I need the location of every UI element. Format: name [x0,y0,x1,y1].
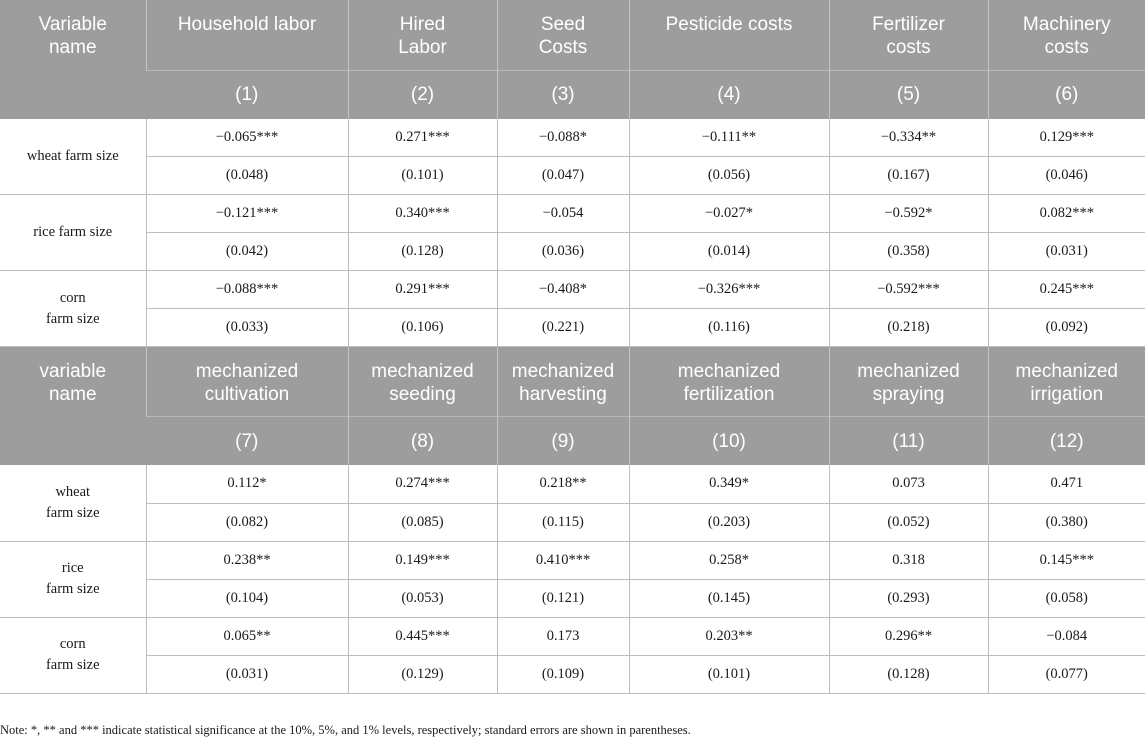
coefficient-cell: 0.073 [829,465,988,503]
standard-error-cell: (0.129) [348,655,497,693]
standard-error-cell: (0.031) [988,233,1145,271]
panel1-column-number: (1) [146,70,348,119]
panel2-column-number: (11) [829,417,988,466]
standard-error-cell: (0.218) [829,309,988,347]
standard-error-cell: (0.128) [348,233,497,271]
panel1-header-row [0,0,1145,70]
row-label: rice farm size [0,541,146,617]
standard-error-row [0,503,1145,541]
panel1-column-number: (3) [497,70,629,119]
panel2-column-header: mechanized spraying [829,347,988,417]
coefficient-cell: 0.218** [497,465,629,503]
standard-error-cell: (0.221) [497,309,629,347]
coefficient-cell: 0.173 [497,617,629,655]
standard-error-cell: (0.106) [348,309,497,347]
panel2-column-header: mechanized fertilization [629,347,829,417]
table-note: Note: *, ** and *** indicate statistical significance at the 10%, 5%, and 1% levels, respectively; standard errors are shown in parentheses. [0,723,691,737]
coefficient-cell: −0.592* [829,195,988,233]
coefficient-cell: −0.334** [829,119,988,157]
panel2-column-number: (8) [348,417,497,466]
standard-error-cell: (0.116) [629,309,829,347]
standard-error-cell: (0.203) [629,503,829,541]
panel2-column-number: (12) [988,417,1145,466]
row-label: corn farm size [0,617,146,693]
coefficient-cell: 0.258* [629,541,829,579]
panel1-variable-name-header: Variable name [0,0,146,119]
coefficient-cell: −0.088* [497,119,629,157]
panel2-column-header: mechanized irrigation [988,347,1145,417]
standard-error-row [0,579,1145,617]
standard-error-row [0,655,1145,693]
panel1-column-header: Machinery costs [988,0,1145,70]
coefficient-cell: −0.054 [497,195,629,233]
coefficient-cell: 0.471 [988,465,1145,503]
standard-error-cell: (0.092) [988,309,1145,347]
standard-error-cell: (0.115) [497,503,629,541]
standard-error-cell: (0.033) [146,309,348,347]
panel1-column-number: (2) [348,70,497,119]
standard-error-cell: (0.085) [348,503,497,541]
coefficient-cell: 0.065** [146,617,348,655]
coefficient-cell: −0.027* [629,195,829,233]
standard-error-row [0,309,1145,347]
standard-error-cell: (0.358) [829,233,988,271]
panel2-column-number-row [0,417,1145,466]
standard-error-cell: (0.056) [629,157,829,195]
standard-error-cell: (0.053) [348,579,497,617]
coefficient-cell: 0.349* [629,465,829,503]
coefficient-cell: 0.274*** [348,465,497,503]
standard-error-row [0,233,1145,271]
row-label: rice farm size [0,195,146,271]
coefficient-cell: 0.271*** [348,119,497,157]
standard-error-cell: (0.046) [988,157,1145,195]
panel1-column-number: (6) [988,70,1145,119]
coefficient-cell: 0.318 [829,541,988,579]
standard-error-row [0,157,1145,195]
panel2-column-number: (9) [497,417,629,466]
panel2-column-header: mechanized cultivation [146,347,348,417]
standard-error-cell: (0.101) [629,655,829,693]
panel1-column-number: (4) [629,70,829,119]
standard-error-cell: (0.031) [146,655,348,693]
coefficient-cell: −0.121*** [146,195,348,233]
row-label: corn farm size [0,271,146,347]
coefficient-cell: −0.065*** [146,119,348,157]
coefficient-cell: 0.203** [629,617,829,655]
panel1-column-header: Pesticide costs [629,0,829,70]
standard-error-cell: (0.042) [146,233,348,271]
standard-error-cell: (0.109) [497,655,629,693]
panel2-variable-name-header: variable name [0,347,146,466]
coefficient-row [0,195,1145,233]
panel2-column-number: (7) [146,417,348,466]
coefficient-cell: 0.340*** [348,195,497,233]
coefficient-cell: 0.296** [829,617,988,655]
panel2-column-number: (10) [629,417,829,466]
standard-error-cell: (0.121) [497,579,629,617]
standard-error-cell: (0.014) [629,233,829,271]
coefficient-cell: −0.088*** [146,271,348,309]
coefficient-row [0,119,1145,157]
panel2-header-row [0,347,1145,417]
standard-error-cell: (0.101) [348,157,497,195]
coefficient-cell: 0.410*** [497,541,629,579]
coefficient-cell: −0.111** [629,119,829,157]
standard-error-cell: (0.036) [497,233,629,271]
standard-error-cell: (0.293) [829,579,988,617]
coefficient-cell: −0.326*** [629,271,829,309]
coefficient-row [0,617,1145,655]
coefficient-cell: −0.592*** [829,271,988,309]
coefficient-cell: 0.291*** [348,271,497,309]
coefficient-cell: 0.245*** [988,271,1145,309]
standard-error-cell: (0.048) [146,157,348,195]
standard-error-cell: (0.167) [829,157,988,195]
coefficient-cell: −0.408* [497,271,629,309]
coefficient-cell: 0.112* [146,465,348,503]
coefficient-cell: 0.238** [146,541,348,579]
coefficient-cell: 0.129*** [988,119,1145,157]
panel1-column-number: (5) [829,70,988,119]
coefficient-cell: 0.445*** [348,617,497,655]
coefficient-cell: −0.084 [988,617,1145,655]
coefficient-row [0,541,1145,579]
standard-error-cell: (0.052) [829,503,988,541]
panel1-column-header: Hired Labor [348,0,497,70]
panel2-column-header: mechanized harvesting [497,347,629,417]
standard-error-cell: (0.380) [988,503,1145,541]
panel1-column-header: Household labor [146,0,348,70]
coefficient-cell: 0.145*** [988,541,1145,579]
row-label: wheat farm size [0,465,146,541]
standard-error-cell: (0.082) [146,503,348,541]
standard-error-cell: (0.145) [629,579,829,617]
panel1-column-number-row [0,70,1145,119]
panel1-column-header: Fertilizer costs [829,0,988,70]
standard-error-cell: (0.047) [497,157,629,195]
panel1-column-header: Seed Costs [497,0,629,70]
coefficient-cell: 0.082*** [988,195,1145,233]
standard-error-cell: (0.104) [146,579,348,617]
standard-error-cell: (0.077) [988,655,1145,693]
coefficient-cell: 0.149*** [348,541,497,579]
standard-error-cell: (0.058) [988,579,1145,617]
row-label: wheat farm size [0,119,146,195]
standard-error-cell: (0.128) [829,655,988,693]
coefficient-row [0,465,1145,503]
panel2-column-header: mechanized seeding [348,347,497,417]
coefficient-row [0,271,1145,309]
